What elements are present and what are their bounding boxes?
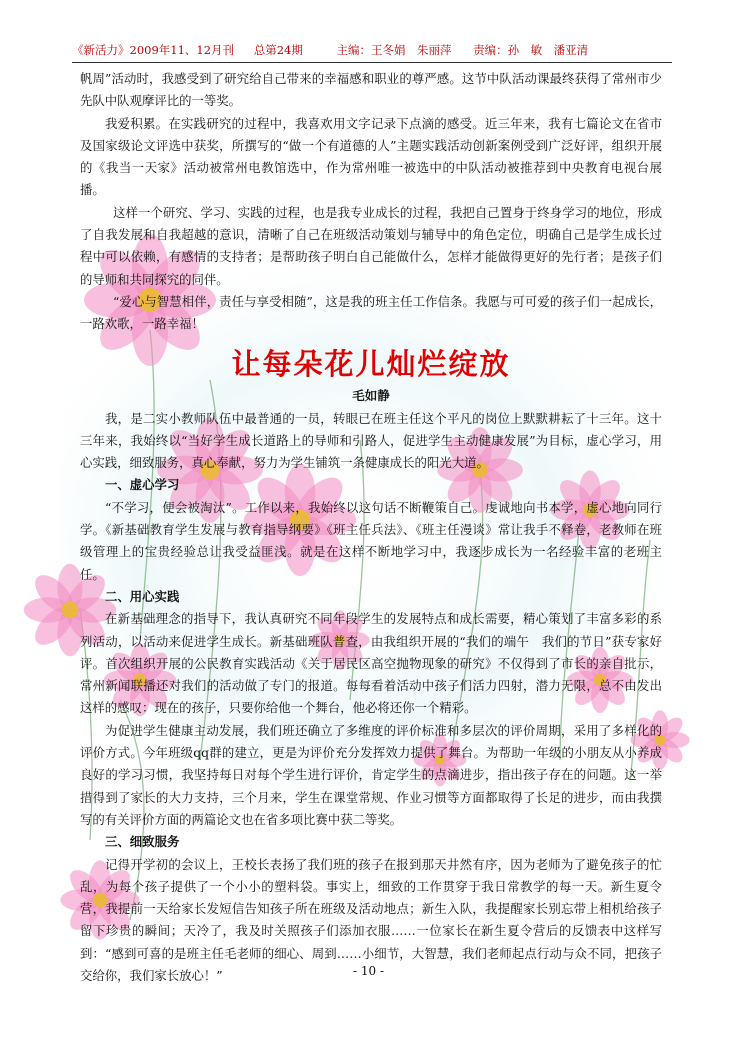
paragraph: “爱心与智慧相伴，责任与享受相随”，这是我的班主任工作信条。我愿与可可爱的孩子们一起成长，一路欢歌，一路幸福！ <box>80 293 662 332</box>
article-title: 让每朵花儿灿烂绽放 <box>231 346 511 381</box>
section-heading: 一、虚心学习 <box>105 477 180 493</box>
journal-name: 《新活力》2009年11、12月刊 <box>72 43 235 57</box>
running-header <box>72 42 672 64</box>
chief-editors: 主编：王冬娟 朱丽萍 <box>336 43 452 57</box>
section-heading: 二、用心实践 <box>105 588 180 604</box>
responsible-editors: 责编：孙 敏 潘亚清 <box>473 43 589 57</box>
paragraph: “不学习，便会被淘汰”。工作以来，我始终以这句话不断鞭策自己。虔诚地向书本学，虚心地向同行学。《新基础教育学生发展与教育指导纲要》《班主任兵法》、《班主任漫谈》常让我手不释卷，老教师在班级管理上的宝贵经验总让我受益匪浅。就是在这样不断地学习中，我逐步成长为一名经验丰富的老班主任。 <box>80 499 662 582</box>
paragraph: 这样一个研究、学习、实践的过程，也是我专业成长的过程，我把自己置身于终身学习的地位，形成了自我发展和自我超越的意识，清晰了自己在班级活动策划与辅导中的角色定位，明确自己是学生成长过程中可以依赖，有感情的支持者；是帮助孩子明白自己能做什么，怎样才能做得更好的先行者；是孩子们的导师和共同探究的同伴。 <box>80 204 662 287</box>
paragraph: 在新基础理念的指导下，我认真研究不同年段学生的发展特点和成长需要，精心策划了丰富多彩的系列活动，以活动来促进学生成长。新基础班队普查，由我组织开展的“我们的端午 我们的节日”获专家好评。首次组织开展的公民教育实践活动《关于居民区高空抛物现象的研究》不仅得到了市长的亲自批示，常州新闻联播还对我们的活动做了专门的报道。每每看着活动中孩子们活力四射，潜力无限，总不由发出这样的感叹：现在的孩子，只要你给他一个舞台，他必将还你一个精彩。 <box>80 611 662 716</box>
paragraph-continued: 帆周”活动时，我感受到了研究给自己带来的幸福感和职业的尊严感。这节中队活动课最终获得了常州市少先队中队观摩评比的一等奖。 <box>80 71 662 109</box>
paragraph: 记得开学初的会议上，王校长表扬了我们班的孩子在报到那天井然有序，因为老师为了避免孩子的忙乱，为每个孩子提供了一个小小的塑料袋。事实上，细致的工作贯穿于我日常教学的每一天。新生夏令营，我提前一天给家长发短信告知孩子所在班级及活动地点；新生入队，我提醒家长别忘带上相机给孩子留下珍贵的瞬间；天冷了，我及时关照孩子们添加衣服……一位家长在新生夏令营后的反馈表中这样写到：“感到可喜的是班主任毛老师的细心、周到……小细节，大智慧，我们老师起点行动与众不同，把孩子交给你，我们家长放心！” <box>80 856 662 983</box>
issue-number: 总第24期 <box>253 43 303 57</box>
article-intro: 我，是二实小教师队伍中最普通的一员，转眼已在班主任这个平凡的岗位上默默耕耘了十三年。这十三年来，我始终以“当好学生成长道路上的导师和引路人，促进学生主动健康发展”为目标，虚心学习，用心实践，细致服务，真心奉献，努力为学生铺筑一条健康成长的阳光大道。 <box>80 410 662 471</box>
page-number: - 10 - <box>352 964 384 978</box>
paragraph: 我爱积累。在实践研究的过程中，我喜欢用文字记录下点滴的感受。近三年来，我有七篇论文在省市及国家级论文评选中获奖，所撰写的“做一个有道德的人”主题实践活动创新案例受到广泛好评，组织开展的《我当一天家》活动被常州电教馆选中，作为常州唯一被选中的中队活动被推荐到中央教育电视台展播。 <box>80 115 662 198</box>
section-heading: 三、细致服务 <box>105 834 180 850</box>
paragraph: 为促进学生健康主动发展，我们班还确立了多维度的评价标准和多层次的评价周期，采用了多样化的评价方式。今年班级qq群的建立，更是为评价充分发挥效力提供了舞台。为帮助一年级的小朋友从小养成良好的学习习惯，我坚持每日对每个学生进行评价，肯定学生的点滴进步，指出孩子存在的问题。这一举措得到了家长的大力支持，三个月来，学生在课堂常规、作业习惯等方面都取得了长足的进步，而由我撰写的有关评价方面的两篇论文也在省多项比赛中获二等奖。 <box>80 722 662 827</box>
page-content <box>80 68 662 987</box>
article-author: 毛如静 <box>352 387 390 403</box>
header-divider <box>72 62 672 63</box>
